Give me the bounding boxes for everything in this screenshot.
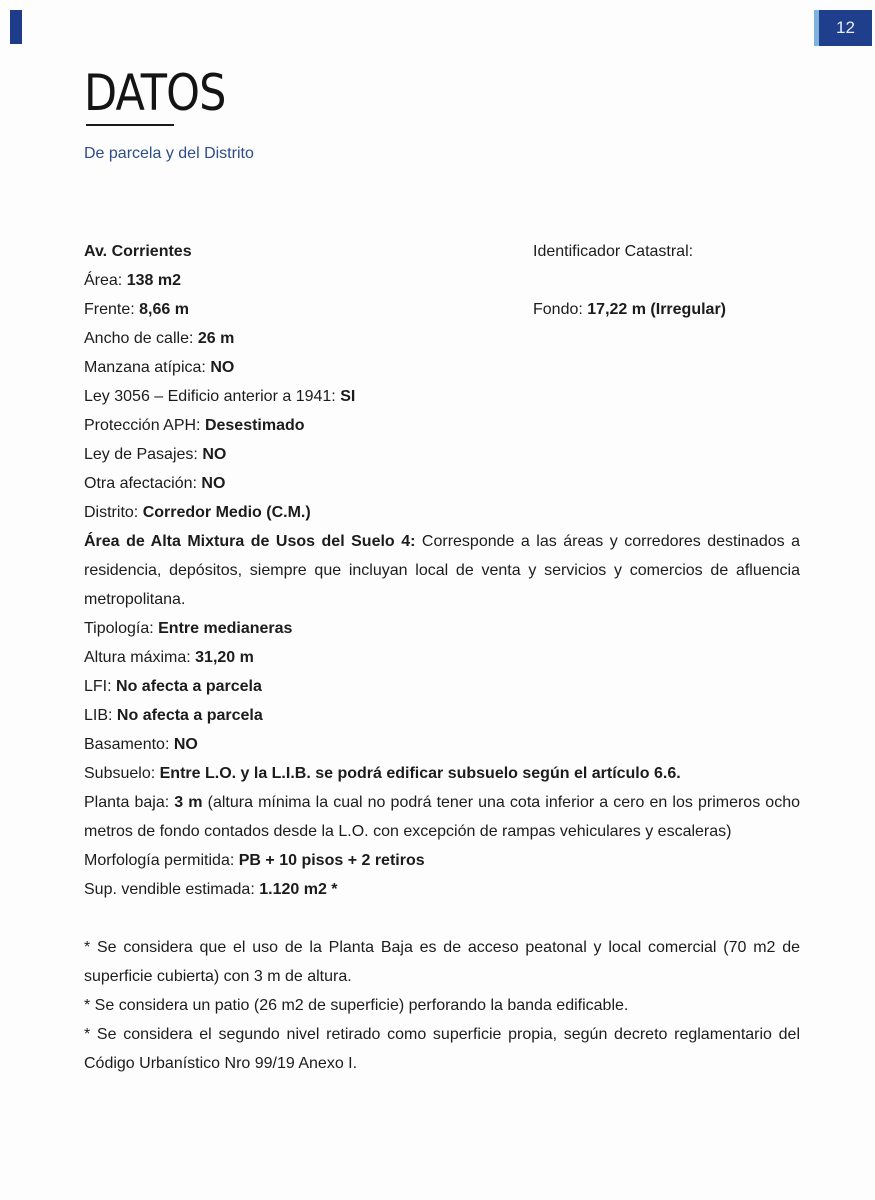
street-width-value: 26 m: [197, 330, 235, 347]
passages-label: Ley de Pasajes:: [84, 446, 198, 463]
law-3056-row: [84, 382, 800, 411]
basement-label: Subsuelo:: [84, 765, 156, 782]
basement-value: Entre L.O. y la L.I.B. se podrá edificar subsuelo según el artículo 6.6.: [159, 765, 681, 782]
corner-mark: [10, 10, 22, 44]
passages-row: [84, 440, 800, 469]
lib-value: No afecta a parcela: [116, 707, 263, 724]
street-width-label: Ancho de calle:: [84, 330, 194, 347]
page-subtitle: De parcela y del Distrito: [84, 145, 254, 162]
footnote: * Se considera que el uso de la Planta Baja es de acceso peatonal y local comercial (70 m2 de superficie cubierta) con 3 m de altura.: [84, 939, 800, 985]
law-3056-value: SI: [340, 388, 356, 405]
street-width-row: [84, 324, 800, 353]
address: Av. Corrientes: [84, 243, 192, 260]
base-label: Basamento:: [84, 736, 170, 753]
district-label: Distrito:: [84, 504, 139, 521]
mixed-use-text: Corresponde a las áreas y corredores destinados a residencia, depósitos, siempre que incluyan local de venta y servicios y comercios de afluencia metropolitana.: [84, 533, 801, 608]
page-number: 12: [836, 18, 855, 37]
ground-floor-paragraph: [84, 788, 800, 846]
area-value: 138 m2: [126, 272, 181, 289]
morphology-row: [84, 846, 800, 875]
law-3056-label: Ley 3056 – Edificio anterior a 1941:: [84, 388, 336, 405]
aph-value: Desestimado: [204, 417, 305, 434]
mixed-use-paragraph: [84, 527, 800, 614]
saleable-area-label: Sup. vendible estimada:: [84, 881, 255, 898]
base-row: [84, 730, 800, 759]
aph-row: [84, 411, 800, 440]
max-height-value: 31,20 m: [195, 649, 254, 666]
lfi-label: LFI:: [84, 678, 112, 695]
lfi-value: No afecta a parcela: [116, 678, 262, 695]
saleable-area-row: [84, 875, 800, 904]
district-value: Corredor Medio (C.M.): [142, 504, 311, 521]
footnote: * Se considera un patio (26 m2 de superficie) perforando la banda edificable.: [84, 997, 629, 1014]
passages-value: NO: [202, 446, 227, 463]
other-affectation-value: NO: [201, 475, 226, 492]
morphology-value: PB + 10 pisos + 2 retiros: [238, 852, 425, 869]
base-value: NO: [173, 736, 198, 753]
atypical-block-row: [84, 353, 800, 382]
typology-row: [84, 614, 800, 643]
mixed-use-label: Área de Alta Mixtura de Usos del Suelo 4:: [84, 533, 416, 550]
depth-value: 17,22 m (Irregular): [587, 301, 726, 318]
aph-label: Protección APH:: [84, 417, 201, 434]
area-label: Área:: [84, 272, 123, 289]
parcel-data: [84, 237, 800, 904]
title-underline: [86, 124, 174, 126]
ground-floor-label: Planta baja:: [84, 794, 170, 811]
typology-value: Entre medianeras: [158, 620, 293, 637]
lib-row: [84, 701, 800, 730]
footnote: * Se considera el segundo nivel retirado como superficie propia, según decreto reglamentario del Código Urbanístico Nro 99/19 Anexo I.: [84, 1026, 800, 1072]
basement-row: [84, 759, 800, 788]
depth-field: [533, 295, 726, 324]
atypical-block-value: NO: [210, 359, 235, 376]
atypical-block-label: Manzana atípica:: [84, 359, 206, 376]
lfi-row: [84, 672, 800, 701]
area-row: [84, 266, 800, 295]
saleable-area-value: 1.120 m2 *: [259, 881, 338, 898]
ground-floor-text: (altura mínima la cual no podrá tener una cota inferior a cero en los primeros ocho metros de fondo contados desde la L.O. con excepción de rampas vehiculares y escaleras): [84, 794, 800, 840]
other-affectation-row: [84, 469, 800, 498]
ground-floor-value: 3 m: [174, 794, 203, 811]
cadastral-id-label: Identificador Catastral:: [533, 243, 694, 260]
page-number-badge: [819, 10, 872, 46]
page-title: DATOS: [84, 64, 226, 122]
typology-label: Tipología:: [84, 620, 154, 637]
footnotes: [84, 933, 800, 1078]
district-row: [84, 498, 800, 527]
other-affectation-label: Otra afectación:: [84, 475, 197, 492]
max-height-row: [84, 643, 800, 672]
front-value: 8,66 m: [139, 301, 189, 318]
morphology-label: Morfología permitida:: [84, 852, 235, 869]
front-label: Frente:: [84, 301, 135, 318]
lib-label: LIB:: [84, 707, 113, 724]
max-height-label: Altura máxima:: [84, 649, 191, 666]
depth-label: Fondo:: [533, 301, 583, 318]
